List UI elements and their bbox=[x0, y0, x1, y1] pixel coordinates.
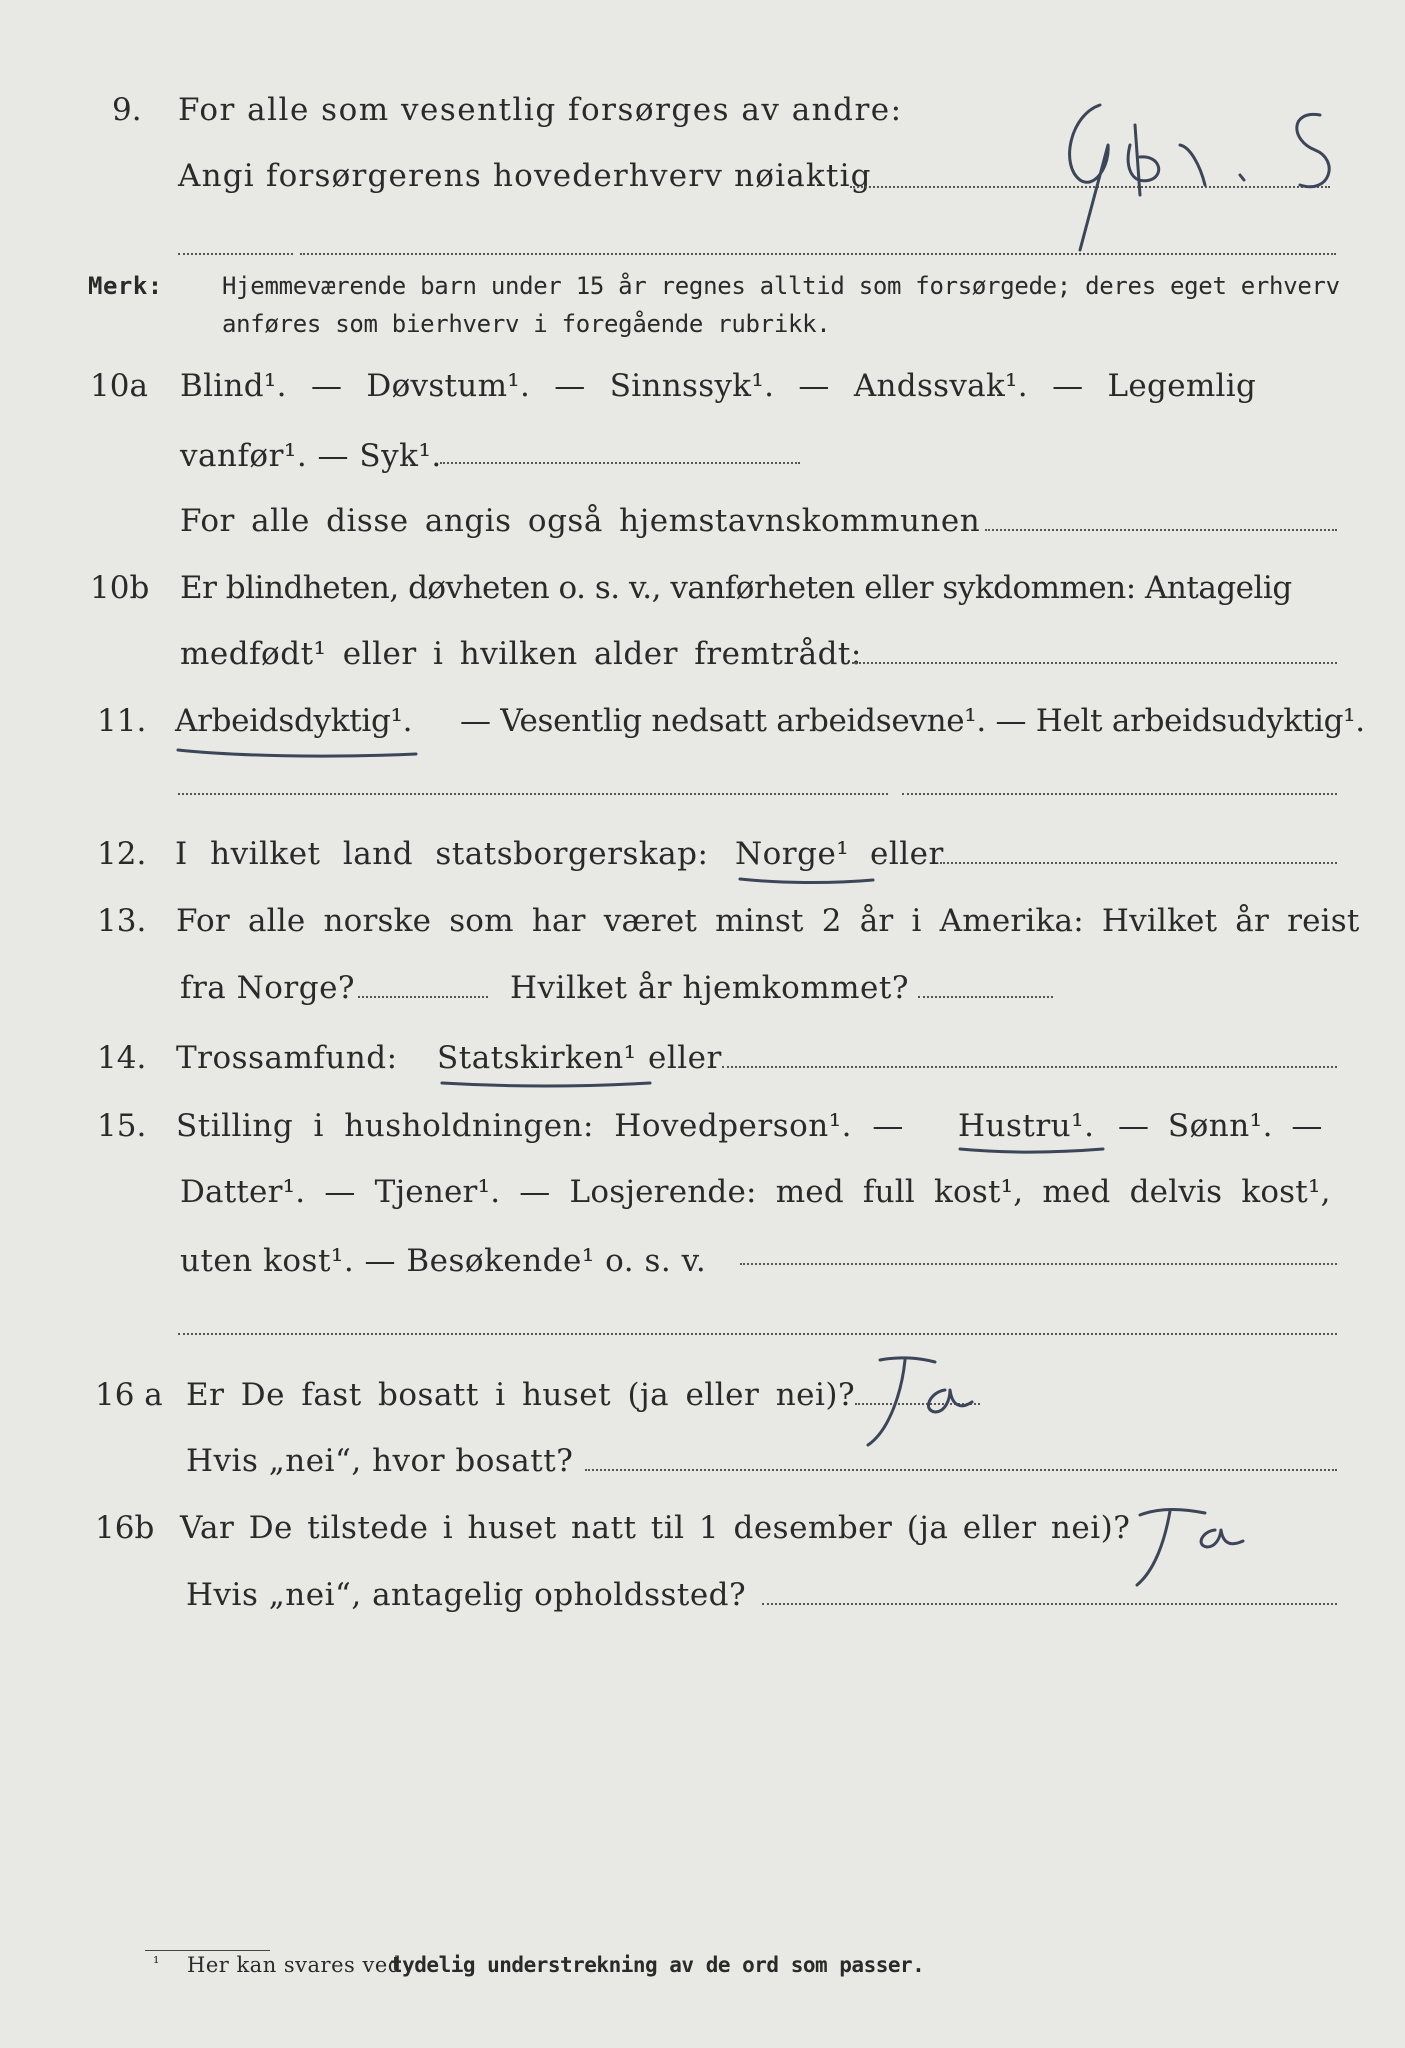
q12-pre: I hvilket land statsborgerskap: bbox=[175, 836, 709, 872]
q14-number: 14. bbox=[97, 1040, 147, 1076]
q9-number: 9. bbox=[112, 92, 142, 128]
q10b-line1: Er blindheten, døvheten o. s. v., vanførheten eller sykdommen: Antagelig bbox=[180, 570, 1292, 606]
q10a-sick-line bbox=[440, 462, 800, 464]
merk-label: Merk: bbox=[88, 272, 163, 300]
q12-other-line bbox=[940, 862, 1337, 864]
q11-option-able: Arbeidsdyktig¹. bbox=[175, 703, 413, 739]
q16b-line2: Hvis „nei“, antagelig opholdssted? bbox=[186, 1577, 747, 1613]
q11-rest: — Vesentlig nedsatt arbeidsevne¹. — Helt arbeidsudyktig¹. bbox=[460, 703, 1365, 739]
q16b-line1: Var De tilstede i huset natt til 1 desember (ja eller nei)? bbox=[180, 1510, 1131, 1546]
q13-left-year-line bbox=[358, 996, 488, 998]
q10b-line2: medfødt¹ eller i hvilken alder fremtrådt: bbox=[180, 636, 862, 672]
q9-line2: Angi forsørgerens hovederhverv nøiaktig bbox=[178, 158, 872, 194]
q16a-handwritten-ja bbox=[860, 1350, 980, 1460]
q15-number: 15. bbox=[97, 1108, 147, 1144]
q13-number: 13. bbox=[97, 903, 147, 939]
q11-underline-mark bbox=[176, 742, 426, 762]
q10a-line3: For alle disse angis også hjemstavnskommunen bbox=[180, 503, 981, 539]
merk-line2: anføres som bierhverv i foregående rubrikk. bbox=[222, 310, 831, 338]
footnote-text-plain: Her kan svares ved bbox=[187, 1953, 402, 1977]
q16b-handwritten-ja bbox=[1115, 1495, 1255, 1595]
q11-blank-line-a bbox=[178, 793, 888, 795]
q13-return-year-line bbox=[918, 996, 1053, 998]
q10a-number: 10a bbox=[90, 368, 148, 404]
q16b-number: 16b bbox=[95, 1510, 155, 1546]
q12-number: 12. bbox=[97, 836, 147, 872]
footnote-rule bbox=[145, 1950, 270, 1951]
q10a-home-line bbox=[985, 529, 1337, 531]
q13-line2b: Hvilket år hjemkommet? bbox=[510, 970, 909, 1006]
q15-line1b: — Sønn¹. — bbox=[1118, 1108, 1323, 1144]
q9-line1: For alle som vesentlig forsørges av andre: bbox=[178, 92, 903, 128]
q12-post: eller bbox=[870, 836, 944, 872]
q12-option-norway: Norge¹ bbox=[735, 836, 850, 872]
q16a-number: 16 a bbox=[95, 1377, 163, 1413]
q14-underline-mark bbox=[440, 1077, 660, 1093]
q14-pre: Trossamfund: bbox=[176, 1040, 398, 1076]
q10b-number: 10b bbox=[90, 570, 150, 606]
merk-line1: Hjemmeværende barn under 15 år regnes alltid som forsørgede; deres eget erhverv bbox=[222, 272, 1340, 300]
q16a-line2: Hvis „nei“, hvor bosatt? bbox=[186, 1443, 574, 1479]
q16a-where-line bbox=[585, 1469, 1337, 1471]
q15-option-wife: Hustru¹. bbox=[958, 1108, 1095, 1144]
q11-number: 11. bbox=[97, 703, 147, 739]
q13-line1: For alle norske som har været minst 2 år i Amerika: Hvilket år reist bbox=[176, 903, 1360, 939]
q16b-location-line bbox=[762, 1603, 1337, 1605]
footnote-text-bold: tydelig understrekning av de ord som passer. bbox=[390, 1953, 925, 1977]
q11-blank-line-b bbox=[902, 793, 1337, 795]
q9-handwritten-answer bbox=[1040, 85, 1360, 255]
q9-blank-line-b bbox=[300, 253, 1336, 255]
q10a-line1: Blind¹. — Døvstum¹. — Sinnssyk¹. — Andssvak¹. — Legemlig bbox=[180, 368, 1257, 404]
q14-post: eller bbox=[648, 1040, 722, 1076]
q9-blank-line-a bbox=[178, 253, 293, 255]
q16a-line1: Er De fast bosatt i huset (ja eller nei)? bbox=[186, 1377, 856, 1413]
q15-line1a: Stilling i husholdningen: Hovedperson¹. — bbox=[176, 1108, 904, 1144]
q15-blank-line bbox=[178, 1333, 1337, 1335]
q13-line2a: fra Norge? bbox=[180, 970, 356, 1006]
q15-other-line bbox=[740, 1263, 1337, 1265]
q14-other-line bbox=[722, 1066, 1337, 1068]
q15-line2: Datter¹. — Tjener¹. — Losjerende: med full kost¹, med delvis kost¹, bbox=[180, 1174, 1331, 1210]
q15-underline-mark bbox=[958, 1143, 1108, 1159]
footnote-mark: ¹ bbox=[153, 1953, 160, 1972]
q12-underline-mark bbox=[738, 873, 878, 889]
q10a-line2: vanfør¹. — Syk¹. bbox=[180, 438, 442, 474]
q10b-age-line bbox=[852, 662, 1337, 664]
q14-option-state-church: Statskirken¹ bbox=[437, 1040, 637, 1076]
q15-line3: uten kost¹. — Besøkende¹ o. s. v. bbox=[180, 1243, 707, 1279]
